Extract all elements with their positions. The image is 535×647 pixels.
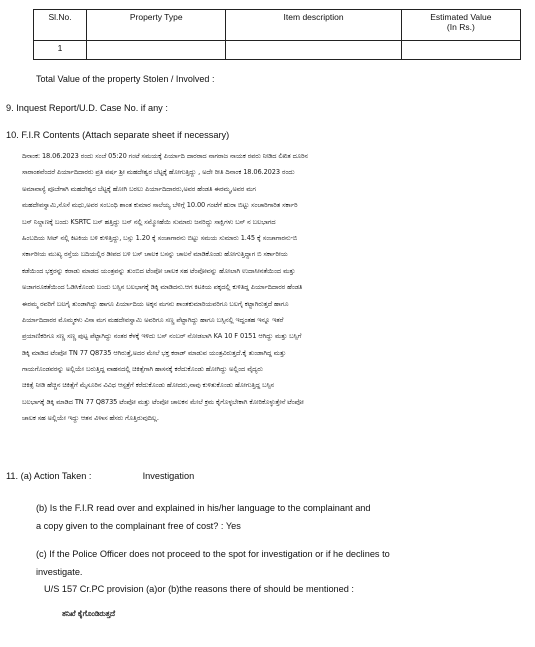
fir-line: ಸರ್ಕಾರೀಯ ಮುಖ್ಯ ರಸ್ತೆಯ ಬದಿಯಲ್ಲಿರ ಡೀಪದ ಬಳಿ ಬಸ್ ಚಾಲಕ ಬಸನ್ನು ಚಾಲನೆ ಮಾಡಿಕೊಂಡು ಹೋಗುತ್ತಿದ್ದಾಗ ಬಿ ಸರ್ಕಾರೀಯ [22, 250, 288, 259]
fir-line: ಡಿಕ್ಕಿ ಮಾಡಿದ ಟೆಂಪೋ TN 77 Q8735 ಆಗಿರುತ್ತೆ,ಅದರ ಮೇಲೆ ಭಕ್ತ ಕರಾಡ್ ಮಾಡುವ ಯಂತ್ರವಿರುತ್ತದೆ.ಕೈ ತುಂಡಾಗಿದ್ದ ಮತ್ತು [22, 348, 286, 357]
fir-line: ಮಹದೇವಸ್ವಾಮಿ,ಸೊಸೆ ಮಧು,ಅವರ ಸಂಬಂಧಿ ಶಾಂತ ಕುಮಾರ ಸಾಲೆಯ್ಯ ಬೆಳಿಗ್ಗೆ 10.00 ಗಂಟೆಗೆ ಹುರಾ ಬಿಟ್ಟು ಸಂಚಾರಿಗಾರಿತ ಸರ್ಕಾರಿ [22, 201, 298, 210]
question-c-line-3: U/S 157 Cr.PC provision (a)or (b)the reasons there of should be mentioned : [44, 584, 354, 594]
estimated-value-label: Estimated Value [430, 12, 492, 22]
fir-line: ಅಜಾಗರೂಕತೆಯಿಂದ ಓಡಿಸಿಕೊಂಡು ಬಂದು ಬಸ್ಸಿನ ಬಲಭಾಗಕ್ಕೆ ಡಿಕ್ಕಿ ಮಾಡಿದನು.ಆಗ ಕಿಟಕಿಯ ಪಕ್ಕದಲ್ಲಿ ಕುಳಿತಿದ್ದ ಪಿರ್ಯಾದಿದಾರರ ಹೆಂಡತಿ [22, 283, 303, 292]
fir-line: ಗಾಯಗೊಂಡವರನ್ನು ಅಲ್ಲಿಯೇ ಬರುತ್ತಿದ್ದ ವಾಹನದಲ್ಲಿ ಚಿಕಿತ್ಸೆಗಾಗಿ ಹಾಸನಕ್ಕೆ ಕರೆದುಕೊಂಡು ಹೋಗಿದ್ದು ಅಲ್ಲಿಂದ ವೈದ್ಯರು [22, 365, 263, 374]
question-c-line-1: (c) If the Police Officer does not proceed to the spot for investigation or if he declines to [36, 549, 390, 559]
col-header-item-description: Item description [226, 10, 401, 41]
fir-line [22, 443, 522, 459]
question-c-line-2: investigate. [36, 567, 83, 577]
total-value-label: Total Value of the property Stolen / Involved : [36, 74, 215, 84]
fir-line: ಅಮಾವಾಸ್ಯೆ ಪೂಜೆಗಾಗಿ ಮಹದೇಶ್ವರ ಬೆಟ್ಟಕ್ಕೆ ಹೋಗಿ ಬರಲು ಪಿರ್ಯಾದಿದಾರರು,ಅವರ ಹೆಂಡತಿ ಈರಮ್ಮ,ಅವರ ಮಗ [22, 184, 256, 193]
question-b-text: a copy given to the complainant free of cost? : [36, 521, 224, 531]
question-b-line-2 [36, 521, 241, 531]
col-header-property-type: Property Type [87, 10, 226, 41]
estimated-value-unit: (In Rs.) [446, 22, 475, 32]
section-11-label: 11. (a) Action Taken : [6, 471, 92, 481]
col-header-slno: Sl.No. [34, 10, 87, 41]
table-cell-estimated-value [401, 41, 520, 60]
fir-line: ಸಾರಾಂಶವೆಂದರೆ ಪಿರ್ಯಾದಿದಾರರು ಪ್ರತಿ ವರ್ಷ ಶ್ರೀ ಮಹದೇಶ್ವರ ಬೆಟ್ಟಕ್ಕೆ ಹೋಗುತ್ತಿದ್ದು , ಅದೇ ರೀತಿ ದಿನಾಂಕ 18.06.2023 ರಂದು [22, 168, 295, 177]
table-cell-property-type [87, 41, 226, 60]
fir-contents-text [22, 148, 522, 476]
table-cell-item-description [226, 41, 401, 60]
fir-line [22, 427, 522, 443]
fir-line: ಬಸ್ ನಿಲ್ದಾಣಕ್ಕೆ ಬಂದು KSRTC ಬಸ್ ಹತ್ತಿದ್ದು ಬಸ್ ನಲ್ಲಿ ಸಮ್ಮೋಹೆಯಿ ಸುಮಾರು ಜನರಿದ್ದು ಸಾಕ್ಷಿಗಳು ಬಸ್ ನ ಬಲಭಾಗದ [22, 217, 276, 226]
section-10-heading: 10. F.I.R Contents (Attach separate sheet if necessary) [6, 130, 230, 140]
fir-line: ದಿನಾಂಕ: 18.06.2023 ರಂದು ಸಂಜೆ 05:20 ಗಂಟೆ ಸಮಯಕ್ಕೆ ಪಿರ್ಯಾದಿ ದಾರರಾದ ನಾಗರಾಜ ನಾಯಕ ರವರು ನೀಡಿದ ಲಿಖಿತ ದೂರಿನ [22, 152, 308, 160]
section-9-heading: 9. Inquest Report/U.D. Case No. if any : [6, 103, 168, 113]
fir-line: ಕಡೆಯಿಂದ ಭಕ್ತರನ್ನು ಕರಾಡು ಮಾಡದ ಯಂತ್ರವನ್ನು ತುಂಬಿದ ಟೆಂಪೋ ಚಾಲಕ ಸಹ ಟೆಂಪೋವನ್ನು ಹೋಲಾಗಿ ಉದಾಸೀನತೆಯಿಂದ ಮತ್ತು [22, 266, 296, 275]
fir-line: ಚಿಕಿತ್ಸೆ ನೀಡಿ ಹೆಚ್ಚಿನ ಚಿಕಿತ್ಸೆಗೆ ಮೈಸೂರಿನ ವಿವಿಧ ಆಸ್ಪತ್ರೆಗೆ ಕರೆದುಕೊಂಡು ಹೋದರು,ನಾವು ಕುಳಿತುಕೊಂಡು ಹೋಗುತ್ತಿದ್ದ ಬಸ್ಸಿನ [22, 381, 275, 390]
stolen-property-table [33, 9, 521, 60]
fir-line: ಬಲಭಾಗಕ್ಕೆ ಡಿಕ್ಕಿ ಮಾಡಿದ TN 77 Q8735 ಟೆಂಪೋ ಮತ್ತು ಟೆಂಪೋ ಚಾಲಕನ ಮೇಲೆ ಕ್ರಮ ಕೈಗೊಳ್ಳಬೇಕಾಗಿ ಕೋರಿಕೊಳ್ಳುತ್ತೇನೆ ಟೆಂಪೋ [22, 397, 304, 406]
question-b-answer: Yes [225, 521, 241, 531]
fir-line: ಈರಮ್ಮ ರವರಿಗೆ ಬಲಗೈ ತುಂಡಾಗಿದ್ದು ಹಾಗೂ ಪಿರ್ಯಾದಿಯ ಅಕ್ಕನ ಮಗನು ಶಾಂತಕುಮಾರಿಯವರಿಗೂ ಬಲಗೈ ಕಟ್ಟಾಗಿರುತ್ತದೆ ಹಾಗೂ [22, 299, 289, 308]
table-cell-slno: 1 [34, 41, 87, 60]
investigation-taken-kannada: ತನಿಖೆ ಕೈಗೊಂಡಿರುತ್ತದೆ [62, 609, 115, 618]
fir-line: ಚಾಲಕ ಸಹ ಅಲ್ಲಿಯೇ ಇದ್ದು ಆತನ ವಿಳಾಸ ಹೆಸರು ಗೊತ್ತಿರುವುದಿಲ್ಲ. [22, 414, 159, 423]
section-11-heading [6, 471, 194, 481]
fir-line: ಹಿಂಬದಿಯ ಸೀಟ್ ನಲ್ಲಿ ಕಿಟಕಿಯ ಬಳಿ ಕುಳಿತ್ತಿದ್ದು, ಬಸ್ಸು 1.20 ಕ್ಕೆ ಸಂಚಾಗಾರನು ಬಿಟ್ಟು ಸಮಯ ಸುಮಾರು 1.45 ಕ್ಕೆ ಸಂಚಾಗಾರನು-ಬಿ [22, 233, 298, 242]
action-taken-value: Investigation [142, 471, 195, 481]
col-header-estimated-value [401, 10, 520, 41]
table-row [34, 41, 521, 60]
fir-line: ಪ್ರಯಾಣಿಕರಿಗೂ ಸಣ್ಣ ಸಣ್ಣ ಪುಟ್ಟ ಪೆಟ್ಟಾಗಿದ್ದು ನಂತರ ಕೆಳಕ್ಕೆ ಇಳಿದು ಬಸ್ ನಂಬರ್ ನೋಡಲಾಗಿ KA 10 F 0151 ಆಗಿದ್ದು ಮತ್ತು ಬಸ್ಸಿಗೆ [22, 332, 302, 341]
fir-line: ಪಿರ್ಯಾದಿದಾರರ ಮೊಮ್ಮಕಳು ವಿಸಾ ಮಗ ಮಹದೇವಸ್ವಾಮಿ ಅವರಿಗೂ ಸಣ್ಣ ಪೆಟ್ಟಾಗಿದ್ದು ಹಾಗೂ ಬಸ್ಸಿನಲ್ಲಿ ಇದ್ದಂತಹ ಇನ್ನೂ ಇತರೆ [22, 315, 284, 324]
question-b-line-1: (b) Is the F.I.R read over and explained in his/her language to the complainant and [36, 503, 371, 513]
